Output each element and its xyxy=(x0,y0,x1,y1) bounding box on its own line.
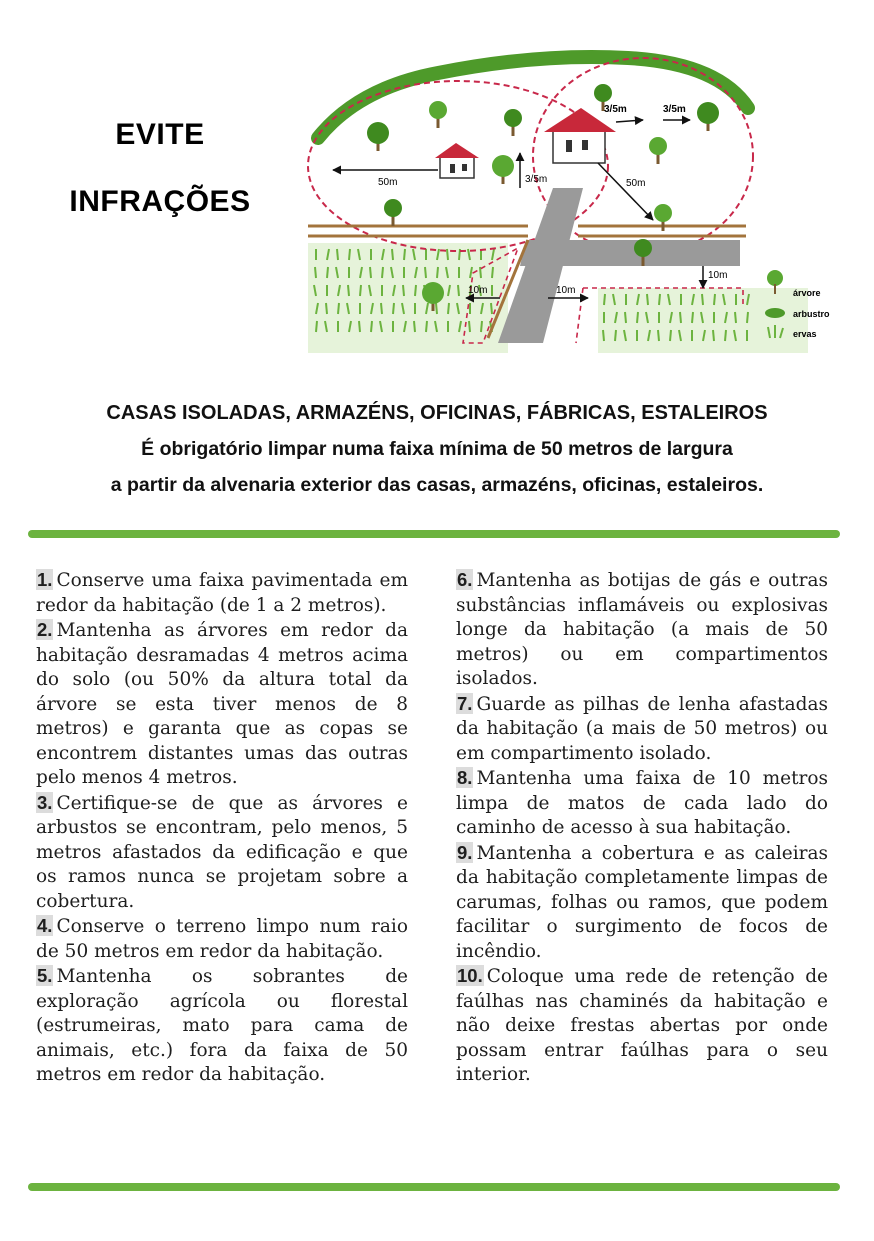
rule-number: 4. xyxy=(37,915,53,936)
rule-item xyxy=(36,964,408,1088)
grass-blade xyxy=(658,330,659,341)
distance-label: 50m xyxy=(626,178,646,189)
legend-shrub-label: arbustro xyxy=(793,309,830,319)
grass-blade xyxy=(359,321,360,332)
grass-blade xyxy=(637,312,638,323)
rule-item xyxy=(36,618,408,791)
grass-blade xyxy=(437,267,438,278)
grass-blade xyxy=(459,249,460,260)
rule-text: Mantenha os sobrantes de exploração agrícola ou florestal (estrumeiras, mato para cama de animais, etc.) fora da faixa de 50 metros em redor da habitação. xyxy=(36,966,408,1085)
rule-text: Mantenha as botijas de gás e outras substâncias inflamáveis ou explosivas longe da habitação (a mais de 50 metros) ou em compartimentos isolados. xyxy=(456,570,828,689)
rule-item xyxy=(456,964,828,1088)
rule-text: Guarde as pilhas de lenha afastadas da habitação (a mais de 50 metros) ou em compartimento isolado. xyxy=(456,693,828,764)
divider-bottom xyxy=(28,1183,840,1191)
rule-text: Conserve o terreno limpo num raio de 50 metros em redor da habitação. xyxy=(36,916,408,962)
distance-label: 10m xyxy=(556,285,576,296)
clearance-zone-illustration xyxy=(298,48,858,358)
rule-item xyxy=(36,791,408,915)
rule-text: Coloque uma rede de retenção de faúlhas nas chaminés da habitação e não deixe frestas abertas por onde possam entrar faúlhas para o seu interior. xyxy=(456,966,828,1085)
rule-item xyxy=(456,766,828,841)
grass-blade xyxy=(458,285,459,296)
rule-text: Certifique-se de que as árvores e arbustos se encontram, pelo menos, 5 metros afastados da edificação e que os ramos nunca se projetam sobre a cobertura. xyxy=(36,792,408,912)
grass-blade xyxy=(713,330,714,341)
grass-blade xyxy=(615,330,616,341)
distance-label: 50m xyxy=(378,177,398,188)
grass-blade xyxy=(725,330,726,341)
distance-label: 3/5m xyxy=(525,174,548,185)
tree-icon xyxy=(649,137,667,164)
rule-number: 3. xyxy=(37,791,53,813)
grass-blade xyxy=(426,321,427,332)
grass-blade xyxy=(491,303,492,314)
grass-blade xyxy=(348,285,349,296)
grass-blade xyxy=(436,303,437,314)
grass-blade xyxy=(414,321,415,332)
tree-icon xyxy=(384,199,402,226)
rule-item xyxy=(36,914,408,964)
grass-blade xyxy=(603,330,604,341)
rules-column-right xyxy=(456,568,828,1088)
rule-number: 6. xyxy=(457,569,473,590)
tree-icon xyxy=(504,109,522,136)
large-house xyxy=(544,108,616,163)
grass-blade xyxy=(702,294,703,305)
rule-number: 2. xyxy=(37,619,53,640)
rule-number: 8. xyxy=(457,767,473,788)
rule-text: Conserve uma faixa pavimentada em redor da habitação (de 1 a 2 metros). xyxy=(36,570,408,616)
grass-blade xyxy=(469,321,470,332)
tree-icon xyxy=(429,101,447,128)
distance-label: 3/5m xyxy=(604,104,627,115)
legend-tree-label: árvore xyxy=(793,288,821,298)
headline-line1: CASAS ISOLADAS, ARMAZÉNS, OFICINAS, FÁBRICAS, ESTALEIROS xyxy=(106,402,768,424)
grass-blade xyxy=(448,303,449,314)
grass-blade xyxy=(349,249,350,260)
rule-number: 5. xyxy=(37,965,53,986)
divider-top xyxy=(28,530,840,538)
grass-blade xyxy=(338,303,339,314)
grass-blade xyxy=(680,312,681,323)
grass-blade xyxy=(371,321,372,332)
rule-item xyxy=(36,568,408,618)
rule-number: 1. xyxy=(37,569,53,590)
tree-icon xyxy=(367,122,389,151)
grass-blade xyxy=(337,249,338,260)
grass-blade xyxy=(670,330,671,341)
headline-line3: a partir da alvenaria exterior das casas, armazéns, oficinas, estaleiros. xyxy=(110,474,764,496)
rule-item xyxy=(456,692,828,767)
rule-number: 9. xyxy=(457,841,473,863)
rule-text: Mantenha uma faixa de 10 metros limpa de matos de cada lado do caminho de acesso à sua habitação. xyxy=(456,768,828,838)
legend-shrub-icon xyxy=(765,308,785,318)
distance-label: 3/5m xyxy=(663,104,686,115)
tree-icon xyxy=(492,155,514,184)
grass-blade xyxy=(481,321,482,332)
rule-number: 10. xyxy=(457,965,483,986)
grass-blade xyxy=(381,303,382,314)
grass-blade xyxy=(360,285,361,296)
distance-label: 10m xyxy=(708,270,728,281)
headline-line2: É obrigatório limpar numa faixa mínima de 50 metros de largura xyxy=(141,438,733,460)
grass-blade xyxy=(625,312,626,323)
grass-blade xyxy=(659,294,660,305)
rule-item xyxy=(456,568,828,692)
grass-blade xyxy=(735,312,736,323)
rule-number: 7. xyxy=(457,692,473,714)
grass-blade xyxy=(393,303,394,314)
page-title-line2: INFRAÇÕES xyxy=(69,185,251,218)
grass-blade xyxy=(714,294,715,305)
grass-blade xyxy=(315,267,316,278)
grass-blade xyxy=(392,249,393,260)
tree-icon xyxy=(697,102,719,131)
grass-blade xyxy=(415,285,416,296)
grass-blade xyxy=(447,249,448,260)
grass-blade xyxy=(404,249,405,260)
rule-item xyxy=(456,841,828,965)
grass-blade xyxy=(403,285,404,296)
rule-text: Mantenha a cobertura e as caleiras da habitação completamente limpas de carumas, folhas ou ramos, que podem facilitar o surgimento de focos de incêndio. xyxy=(456,842,828,962)
page-title-line1: EVITE xyxy=(115,118,205,151)
grass-blade xyxy=(370,267,371,278)
small-house xyxy=(435,143,479,178)
grass-blade xyxy=(604,294,605,305)
grass-blade xyxy=(425,267,426,278)
distance-label: 10m xyxy=(468,285,488,296)
rules-column-left xyxy=(36,568,408,1088)
grass-blade xyxy=(480,267,481,278)
grass-blade xyxy=(492,267,493,278)
legend-grass-label: ervas xyxy=(793,329,817,339)
rule-text: Mantenha as árvores em redor da habitação desramadas 4 metros acima do solo (ou 50% da altura total da árvore se esta tiver menos de 8 metros) e garanta que as copas se encontrem distantes umas das outras pelo menos 4 metros. xyxy=(36,620,408,788)
grass-blade xyxy=(647,294,648,305)
grass-blade xyxy=(692,312,693,323)
grass-blade xyxy=(747,312,748,323)
grass-blade xyxy=(327,267,328,278)
grass-blade xyxy=(316,321,317,332)
grass-blade xyxy=(326,303,327,314)
grass-blade xyxy=(382,267,383,278)
